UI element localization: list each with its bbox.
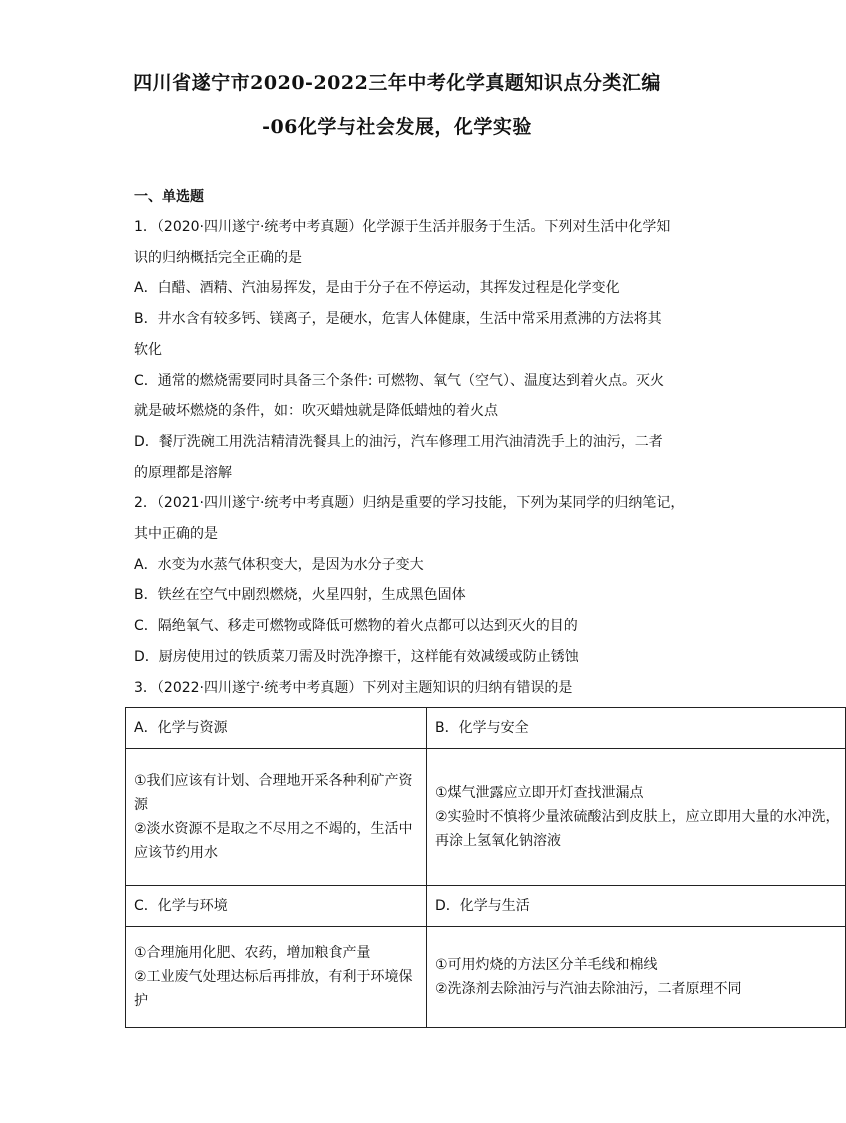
text-line: 识的归纳概括完全正确的是 bbox=[134, 249, 302, 266]
doc-title-line1: 四川省遂宁市2020-2022三年中考化学真题知识点分类汇编 bbox=[133, 72, 661, 94]
cell-b-content bbox=[427, 749, 846, 886]
cell-text: ①可用灼烧的方法区分羊毛线和棉线 bbox=[435, 957, 658, 973]
cell-d-header: D．化学与生活 bbox=[427, 886, 846, 927]
cell-text: ②淡水资源不是取之不尽用之不竭的，生活中应该节约用水 bbox=[134, 821, 413, 861]
cell-b-header: B．化学与安全 bbox=[427, 708, 846, 749]
text-line: B．井水含有较多钙、镁离子，是硬水，危害人体健康，生活中常采用煮沸的方法将其 bbox=[134, 311, 662, 328]
cell-text: ①合理施用化肥、农药，增加粮食产量 bbox=[134, 945, 371, 961]
text-line: C．通常的燃烧需要同时具备三个条件: 可燃物、氧气（空气）、温度达到着火点。灭火 bbox=[134, 372, 664, 389]
text-line: D．餐厅洗碗工用洗洁精清洗餐具上的油污，汽车修理工用汽油清洗手上的油污，二者 bbox=[134, 433, 663, 450]
text-line: D．厨房使用过的铁质菜刀需及时洗净擦干，这样能有效减缓或防止锈蚀 bbox=[134, 648, 579, 665]
cell-text: ②工业废气处理达标后再排放，有利于环境保护 bbox=[134, 969, 413, 1009]
text-line: 1．（2020·四川遂宁·统考中考真题）化学源于生活并服务于生活。下列对生活中化学知 bbox=[134, 219, 671, 235]
text-line: 的原理都是溶解 bbox=[134, 464, 232, 481]
cell-a-header: A．化学与资源 bbox=[126, 708, 427, 749]
cell-d-content bbox=[427, 927, 846, 1028]
question-text bbox=[134, 212, 685, 703]
cell-text: ②洗涤剂去除油污与汽油去除油污，二者原理不同 bbox=[435, 981, 742, 997]
cell-text: ①煤气泄露应立即开灯查找泄漏点 bbox=[435, 785, 644, 801]
text-line: C．隔绝氧气、移走可燃物或降低可燃物的着火点都可以达到灭火的目的 bbox=[134, 618, 578, 635]
text-line: 2．（2021·四川遂宁·统考中考真题）归纳是重要的学习技能，下列为某同学的归纳笔记， bbox=[134, 495, 685, 512]
text-line: B．铁丝在空气中剧烈燃烧，火星四射，生成黑色固体 bbox=[134, 587, 466, 604]
cell-c-header: C．化学与环境 bbox=[126, 886, 427, 927]
cell-text: ②实验时不慎将少量浓硫酸沾到皮肤上，应立即用大量的水冲洗， bbox=[435, 809, 840, 825]
text-line: A．水变为水蒸气体积变大，是因为水分子变大 bbox=[134, 556, 424, 573]
section-heading: 一、单选题 bbox=[134, 189, 204, 205]
doc-title-line2: -06化学与社会发展，化学实验 bbox=[262, 116, 532, 138]
cell-c-content bbox=[126, 927, 427, 1028]
text-line: A．白醋、酒精、汽油易挥发，是由于分子在不停运动，其挥发过程是化学变化 bbox=[134, 280, 620, 297]
knowledge-table bbox=[125, 707, 846, 1028]
cell-text: ①我们应该有计划、合理地开采各种利矿产资源 bbox=[134, 773, 413, 813]
text-line: 就是破坏燃烧的条件，如：吹灭蜡烛就是降低蜡烛的着火点 bbox=[134, 403, 498, 420]
cell-a-content bbox=[126, 749, 427, 886]
text-line: 其中正确的是 bbox=[134, 526, 218, 543]
text-line: 3．（2022·四川遂宁·统考中考真题）下列对主题知识的归纳有错误的是 bbox=[134, 679, 573, 696]
text-line: 软化 bbox=[134, 341, 162, 358]
cell-text: 再涂上氢氧化钠溶液 bbox=[435, 833, 561, 849]
